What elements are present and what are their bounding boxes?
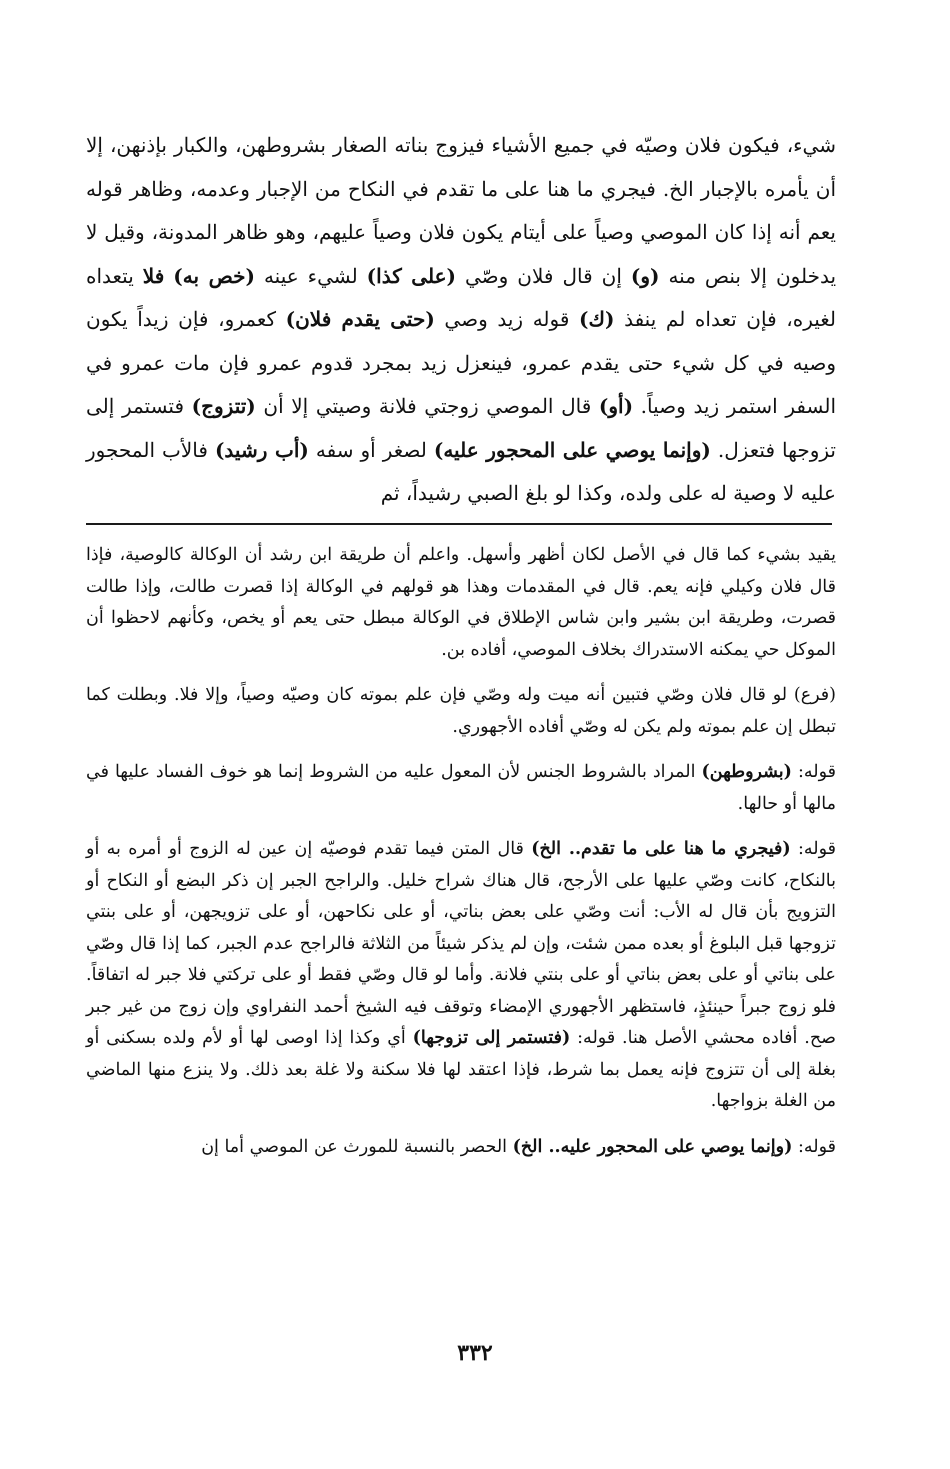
page-number: ٣٣٢ — [457, 1340, 493, 1366]
footnote-paragraph — [86, 834, 836, 1118]
text-run: يتعداه لغيره، فإن تعداه لم ينفذ — [86, 263, 837, 331]
bold-run: فلا — [142, 263, 165, 288]
text-run: لو قال فلان وصّي فتبين أنه ميت وله وصّي فإن علم بموته كان وصيّه وصياً، وإلا فلا. وبطلت كما تبطل إن علم بموته ولم يكن له وصّي أفاده الأجهوري. — [86, 685, 836, 737]
text-run: (فرع) — [793, 685, 836, 705]
text-run: فالأب المحجور عليه لا وصية له على ولده، وكذا لو بلغ الصبي رشيداً، ثم — [86, 437, 836, 505]
footnote-paragraph — [86, 1132, 836, 1164]
text-run — [164, 264, 173, 288]
text-run: الحصر بالنسبة للمورث عن الموصي أما إن — [201, 1136, 513, 1157]
bold-run: (أب رشيد) — [214, 437, 309, 462]
footnote-separator — [86, 523, 832, 525]
footnote-paragraph — [86, 680, 836, 743]
bold-run: (وإنما يوصي على المحجور عليه) — [433, 437, 711, 462]
bold-run: (على كذا) — [366, 263, 456, 288]
bold-run: (ك) — [579, 307, 615, 331]
bold-run: (خص به) — [173, 263, 255, 288]
bold-run: (تتزوج) — [191, 394, 256, 418]
text-run: كعمرو، فإن زيداً يكون وصيه في كل شيء حتى يقدم عمرو، فينعزل زيد بمجرد قدوم عمرو فإن مات عمرو في السفر استمر زيد وصياً. — [86, 307, 837, 418]
bold-run: (وإنما يوصي على المحجور عليه.. الخ) — [512, 1136, 793, 1157]
bold-run: (فتستمر إلى تزوجها) — [412, 1028, 571, 1048]
footnote-paragraph — [86, 757, 836, 820]
bold-run: (فيجري ما هنا على ما تقدم.. الخ) — [531, 839, 791, 859]
text-run: قوله زيد وصي — [434, 307, 580, 331]
bold-run: (حتى يقدم فلان) — [285, 307, 435, 331]
bold-run: (بشروطهن) — [701, 762, 792, 782]
footnote-paragraph — [86, 540, 836, 666]
text-run: قال المتن فيما تقدم فوصيّه إن عين له الزوج أو أمره به أو بالنكاح، كانت وصّي عليها على الأرجح، قال هناك شراح خليل. والراجح الجبر إن ذكر البضع أو النكاح أو التزويج بأن قال له الأب: أنت وصّي على بعض بناتي، أو على نكاحهن، أو على تزويجهن، أو على بنتي تزوجها قبل البلوغ أو بعده ممن شئت، وإن لم يذكر شيئاً من الثلاثة فالراجح عدم الجبر، كما إذا قال وصّي على بناتي أو على بعض بناتي أو على بنتي فلانة. وأما لو قال وصّي فقط أو على تركتي فلا جبر له اتفاقاً. فلو زوج جبراً حينئذٍ، فاستظهر الأجهوري الإمضاء وتوقف فيه الشيخ أحمد النفراوي وإن زوج من غير جبر صح. أفاده محشي الأصل هنا. قوله: — [86, 839, 836, 1048]
text-run: يقيد بشيء كما قال في الأصل لكان أظهر وأسهل. واعلم أن طريقة ابن رشد أن الوكالة كالوصية، فإذا قال فلان وكيلي فإنه يعم. قال في المقدمات وهذا هو قولهم في الوكالة إذا قصرت طالت، وإذا طالت قصرت، وطريقة ابن بشير وابن شاس الإطلاق في الوكالة مبطل حتى يعم أو يخص، وكأنهم لاحظوا أن الموكل حي يمكنه الاستدراك بخلاف الموصي، أفاده بن. — [86, 545, 836, 660]
text-run: لصغر أو سفه — [308, 437, 434, 462]
bold-run: (أو) — [598, 394, 634, 418]
footnotes — [86, 540, 836, 1177]
text-run: إن قال فلان وصّي — [456, 263, 631, 288]
text-run: المراد بالشروط الجنس لأن المعول عليه من الشروط إنما هو خوف الفساد عليها في مالها أو حالها. — [86, 762, 836, 814]
text-run: قوله: — [792, 1136, 836, 1157]
text-run: لشيء عينه — [254, 263, 367, 288]
main-text — [86, 124, 836, 516]
main-paragraph — [86, 124, 836, 516]
text-run: قوله: — [791, 762, 836, 782]
text-run: قال الموصي زوجتي فلانة وصيتي إلا أن — [255, 394, 599, 418]
bold-run: (و) — [630, 263, 660, 288]
text-run: قوله: — [790, 839, 837, 859]
text-run: أي وكذا إذا اوصى لها أو لأم ولده بسكنى أو بغلة إلى أن تتزوج فإنه يعمل بما شرط، فإذا اعتقد لها فلا سكنة ولا غلة بعد ذلك. ولا ينزع منها الماضي من الغلة بزواجها. — [86, 1028, 836, 1111]
text-run: شيء، فيكون فلان وصيّه في جميع الأشياء فيزوج بناته الصغار بشروطهن، والكبار بإذنهن، إلا أن يأمره بالإجبار الخ. فيجري ما هنا على ما تقدم في النكاح من الإجبار وعدمه، وظاهر قوله يعم أنه إذا كان الموصي وصياً على أيتام يكون فلان وصياً عليهم، وهو ظاهر المدونة، وقيل لا يدخلون إلا بنص منه — [86, 133, 837, 288]
text-run: فتستمر إلى تزوجها فتعزل. — [86, 394, 836, 462]
